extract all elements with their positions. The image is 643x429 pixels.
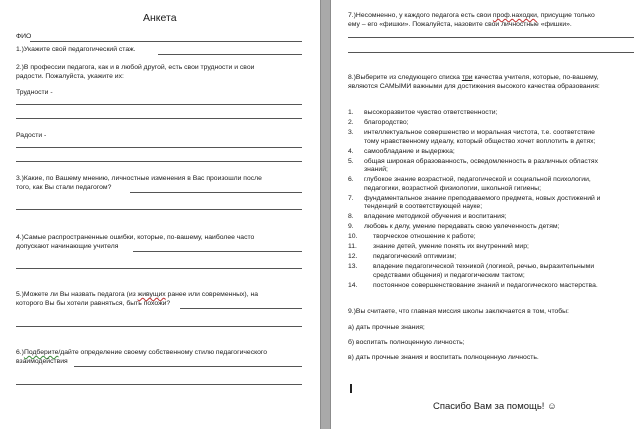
option-b[interactable]: б) воспитать полноценную личность; [348, 339, 465, 346]
quality-item-text[interactable]: владение методикой обучения и воспитания; [364, 213, 507, 221]
quality-item-text[interactable]: самообладание и выдержка; [364, 147, 455, 155]
option-a[interactable]: а) дать прочные знания; [348, 324, 425, 331]
page-title: Анкета [143, 12, 177, 24]
quality-item-number: 14. [348, 282, 358, 289]
quality-item-number: 4. [348, 147, 354, 155]
fio-label: ФИО [16, 33, 32, 40]
question-7-text-a: 7.)Несомненно, у каждого педагога есть свои [348, 12, 493, 19]
answer-line-q3-2[interactable] [16, 209, 302, 210]
joys-label: Радости - [16, 132, 47, 139]
page-left [0, 0, 320, 429]
page-right [331, 0, 643, 429]
answer-line-q6-2[interactable] [16, 384, 302, 385]
quality-item-text[interactable]: тенденций в соответствующей науке; [364, 203, 483, 211]
question-8-text-a: 8.)Выберите из следующего списка [348, 74, 462, 81]
answer-line-q7-1[interactable] [348, 37, 634, 38]
question-1: 1.)Укажите свой педагогический стаж. [16, 46, 136, 53]
quality-item-text[interactable]: глубокое знание возрастной, педагогической и социальной психологии, [364, 176, 591, 184]
quality-item-text[interactable]: интеллектуальное совершенство и моральная чистота, т.е. соответствие [364, 129, 595, 136]
quality-item-text[interactable]: владение педагогической техникой (логикой, речью, выразительными [373, 263, 595, 271]
quality-item-number: 9. [348, 223, 354, 231]
question-5-line-1 [16, 291, 258, 300]
quality-item-text[interactable]: педагогики, возрастной физиологии, школьной гигиены; [364, 184, 541, 192]
question-7-line-1 [348, 12, 595, 21]
question-2-line-2: радости. Пожалуйста, укажите их: [16, 73, 124, 80]
quality-item-text[interactable]: педагогический оптимизм; [373, 253, 457, 261]
answer-line-joys-1[interactable] [16, 147, 302, 148]
question-8-line-1 [348, 74, 598, 83]
grammar-word-q6: Подберите [23, 349, 59, 356]
quality-item-number: 5. [348, 157, 354, 165]
question-6-text-a: 6.) [16, 349, 24, 356]
answer-line-difficulties-1[interactable] [16, 104, 302, 105]
question-6-line-1 [16, 349, 267, 358]
quality-item-text[interactable]: общая широкая образованность, осведомленность в различных областях [364, 157, 598, 165]
text-cursor [350, 384, 352, 393]
question-8-text-b: качества учителя, которые, по-вашему, [472, 74, 599, 81]
quality-item-text[interactable]: постоянное совершенствование знаний и педагогического мастерства. [373, 282, 598, 289]
question-3-line-1: 3.)Какие, по Вашему мнению, личностные изменения в Вас произошли после [16, 175, 262, 182]
quality-item-number: 3. [348, 129, 354, 136]
page-gutter [320, 0, 331, 429]
answer-line-q4-2[interactable] [16, 268, 302, 269]
question-5-text-b: ранее или современных), на [165, 291, 258, 298]
quality-item-number: 12. [348, 253, 358, 261]
quality-item-text[interactable]: фундаментальное знание преподаваемого предмета, новых достижений и [364, 194, 601, 202]
answer-line-q6-1[interactable] [74, 366, 302, 367]
question-4-line-2: допускают начинающие учителя [16, 243, 119, 250]
spellcheck-word-q5: живущих [137, 291, 166, 298]
answer-line-joys-2[interactable] [16, 161, 302, 162]
question-7-line-2: ему – его «фишки». Пожалуйста, назовите свои личностные «фишки». [348, 21, 572, 28]
answer-line-difficulties-2[interactable] [16, 118, 302, 119]
quality-item-number: 13. [348, 263, 358, 271]
spellcheck-word-q7: проф.находки [492, 12, 537, 19]
quality-item-number: 7. [348, 194, 354, 202]
answer-line-q5-1[interactable] [180, 308, 302, 309]
quality-item-number: 8. [348, 213, 354, 221]
quality-item-text[interactable]: знание детей, умение понять их внутренний мир; [373, 243, 529, 251]
quality-item-text[interactable]: знаний; [364, 166, 388, 174]
answer-line-q5-2[interactable] [16, 326, 302, 327]
thanks-message: Спасибо Вам за помощь! ☺ [433, 401, 557, 412]
answer-line-q1[interactable] [158, 54, 302, 55]
answer-line-q3-1[interactable] [130, 192, 302, 193]
difficulties-label: Трудности - [16, 89, 53, 96]
question-4-line-1: 4.)Самые распространенные ошибки, которые, по-вашему, наиболее часто [16, 234, 255, 241]
quality-item-number: 10. [348, 233, 358, 241]
question-8-line-2: являются САМЫМИ важными для достижения высокого качества образования: [348, 83, 600, 90]
answer-line-q4-1[interactable] [133, 251, 302, 252]
fio-line[interactable] [30, 41, 302, 42]
question-6-line-2: взаимодействия [16, 358, 68, 365]
quality-item-text[interactable]: творческое отношение к работе; [373, 233, 476, 241]
question-9: 9.)Вы считаете, что главная миссия школы заключается в том, чтобы: [348, 308, 569, 315]
question-7-text-b: , присущие только [536, 12, 595, 19]
quality-item-text[interactable]: средствами общения) и педагогическим тактом; [373, 272, 525, 279]
question-2-line-1: 2.)В профессии педагога, как и в любой другой, есть свои трудности и свои [16, 64, 255, 71]
quality-item-text[interactable]: высокоразвитое чувство ответственности; [364, 109, 498, 116]
answer-line-q7-2[interactable] [348, 52, 634, 53]
quality-item-number: 11. [348, 243, 357, 251]
quality-item-number: 2. [348, 119, 354, 126]
question-3-line-2: того, как Вы стали педагогом? [16, 184, 112, 191]
question-8-emphasis: три [461, 74, 473, 81]
quality-item-text[interactable]: тому нравственному идеалу, который общество хочет воплотить в детях; [364, 137, 596, 145]
option-c[interactable]: в) дать прочные знания и воспитать полноценную личность. [348, 354, 539, 361]
quality-item-number: 1. [348, 109, 354, 116]
quality-item-text[interactable]: любовь к делу, умение передавать свою увлеченность детям; [364, 223, 560, 231]
question-5-line-2: которого Вы бы хотели равняться, быть похожи? [16, 300, 171, 307]
question-6-text-b: /дайте определение своему собственному стилю педагогического [58, 349, 268, 356]
quality-item-number: 6. [348, 176, 354, 184]
quality-item-text[interactable]: благородство; [364, 119, 409, 126]
question-5-text-a: 5.)Можете ли Вы назвать педагога (из [16, 291, 138, 298]
